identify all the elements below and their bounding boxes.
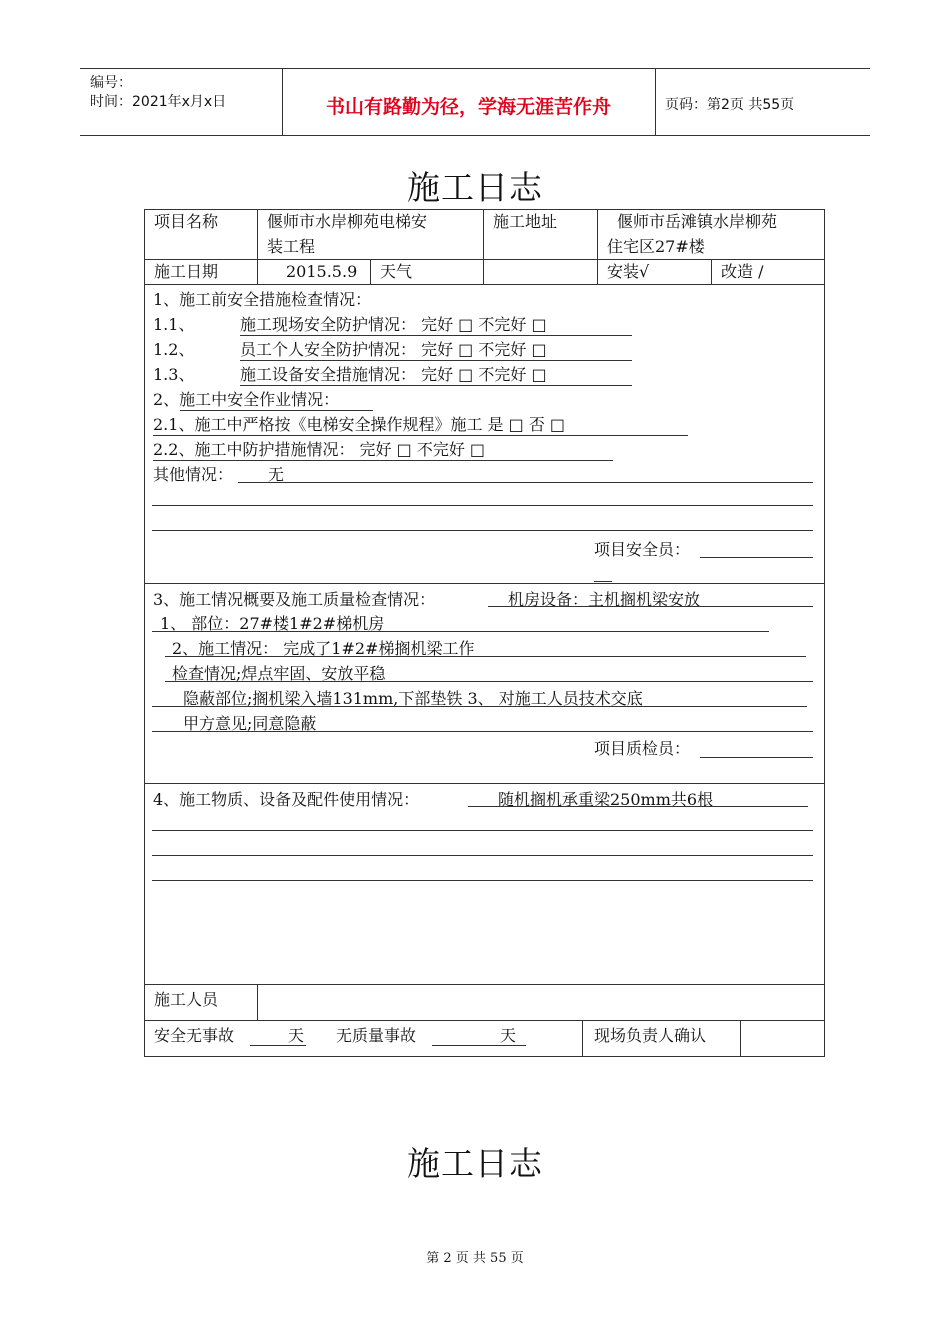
- underline: [594, 581, 612, 582]
- site-label: 施工地址: [493, 212, 558, 231]
- underline: [180, 410, 373, 411]
- quality-officer-label: 项目质检员：: [594, 739, 691, 758]
- site-value: 偃师市岳滩镇水岸柳苑: [617, 212, 778, 231]
- underline: [153, 435, 688, 436]
- underline: [240, 385, 632, 386]
- item-number: 1.1、: [153, 315, 195, 334]
- day-unit: 天: [288, 1026, 305, 1045]
- underline: [152, 706, 807, 707]
- underline: [240, 360, 632, 361]
- personal-safety-check: 员工个人安全防护情况： 完好 □ 不完好 □: [240, 340, 547, 359]
- underline: [152, 731, 813, 732]
- table-line: [144, 259, 825, 260]
- install-label: 安装√: [607, 262, 650, 281]
- signature-line: [700, 557, 813, 558]
- underline: [152, 631, 769, 632]
- table-line: [257, 984, 258, 1020]
- equipment-safety-check: 施工设备安全措施情况： 完好 □ 不完好 □: [240, 365, 547, 384]
- operation-rules-check: 2.1、施工中严格按《电梯安全操作规程》施工 是 □ 否 □: [153, 415, 566, 434]
- site-manager-confirm-label: 现场负责人确认: [594, 1026, 707, 1045]
- safety-officer-label: 项目安全员：: [594, 540, 691, 559]
- no-quality-accident-label: 无质量事故: [336, 1026, 417, 1045]
- header-divider: [655, 68, 656, 135]
- date-value: 2015.5.9: [286, 262, 358, 281]
- underline: [238, 482, 813, 483]
- item-number: 1.3、: [153, 365, 195, 384]
- table-line: [144, 1056, 825, 1057]
- underline: [152, 505, 813, 506]
- table-line: [483, 209, 484, 284]
- table-line: [144, 783, 825, 784]
- underline: [488, 606, 813, 607]
- underline: [152, 855, 813, 856]
- signature-line: [700, 757, 813, 758]
- site-value: 住宅区27#楼: [607, 237, 705, 256]
- section4-title: 4、施工物质、设备及配件使用情况：: [153, 790, 420, 809]
- table-line: [597, 209, 598, 284]
- page-info: 页码：第2页 共55页: [665, 97, 795, 113]
- table-line: [370, 259, 371, 284]
- weather-label: 天气: [380, 262, 413, 281]
- underline: [153, 460, 613, 461]
- page-title: 施工日志: [407, 168, 543, 207]
- table-line: [144, 284, 825, 285]
- project-name-value: 偃师市水岸柳苑电梯安: [267, 212, 428, 231]
- header-bottom-rule: [80, 135, 870, 136]
- inspection-status: 检查情况;焊点牢固、安放平稳: [172, 664, 386, 683]
- underline: [165, 681, 813, 682]
- concealed-part: 隐蔽部位;搁机梁入墙131mm,下部垫铁 3、 对施工人员技术交底: [183, 689, 643, 708]
- table-line: [257, 209, 258, 284]
- project-name-value: 装工程: [267, 237, 316, 256]
- location: 1、 部位：27#楼1#2#梯机房: [160, 614, 385, 633]
- section2-title: 2、施工中安全作业情况：: [153, 390, 340, 409]
- code-label: 编号：: [90, 75, 132, 91]
- underline: [152, 530, 813, 531]
- workers-label: 施工人员: [154, 990, 219, 1009]
- underline: [240, 335, 632, 336]
- table-line: [144, 209, 825, 210]
- table-line: [711, 259, 712, 284]
- section4-value: 随机搁机承重梁250mm共6根: [498, 790, 714, 809]
- protection-check: 2.2、施工中防护措施情况： 完好 □ 不完好 □: [153, 440, 486, 459]
- table-line: [740, 1020, 741, 1056]
- underline: [152, 880, 813, 881]
- table-line: [582, 1020, 583, 1056]
- site-safety-check: 施工现场安全防护情况： 完好 □ 不完好 □: [240, 315, 547, 334]
- project-name-label: 项目名称: [154, 212, 219, 231]
- modify-label: 改造 /: [721, 262, 764, 281]
- table-line: [144, 1020, 825, 1021]
- date-label: 施工日期: [154, 262, 219, 281]
- no-accident-label: 安全无事故: [154, 1026, 235, 1045]
- section3-value: 机房设备：主机搁机梁安放: [508, 590, 701, 609]
- item-number: 1.2、: [153, 340, 195, 359]
- other-value: 无: [268, 465, 285, 484]
- underline: [468, 806, 808, 807]
- page-footer: 第 2 页 共 55 页: [426, 1251, 524, 1266]
- underline: [165, 656, 806, 657]
- underline: [152, 830, 813, 831]
- owner-opinion: 甲方意见;同意隐蔽: [183, 714, 317, 733]
- section1-title: 1、施工前安全措施检查情况：: [153, 290, 372, 309]
- section3-title: 3、施工情况概要及施工质量检查情况：: [153, 590, 436, 609]
- table-line: [824, 209, 825, 1056]
- page-title: 施工日志: [407, 1144, 543, 1183]
- work-status: 2、施工情况： 完成了1#2#梯搁机梁工作: [172, 639, 475, 658]
- day-unit: 天: [500, 1026, 517, 1045]
- table-line: [144, 209, 145, 1056]
- time-label: 时间：2021年x月x日: [90, 94, 227, 110]
- motto: 书山有路勤为径，学海无涯苦作舟: [325, 96, 611, 118]
- table-line: [144, 984, 825, 985]
- other-label: 其他情况：: [153, 465, 234, 484]
- header-top-rule: [80, 68, 870, 69]
- table-line: [144, 583, 825, 584]
